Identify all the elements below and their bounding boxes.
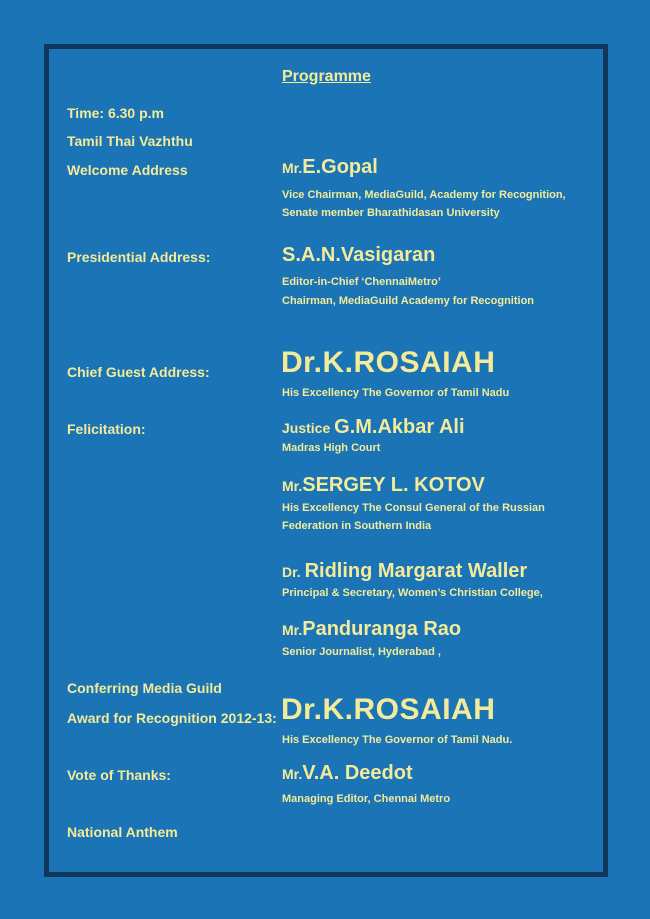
national-anthem-label: National Anthem xyxy=(67,824,178,840)
programme-heading: Programme xyxy=(282,68,371,85)
chief-guest-label: Chief Guest Address: xyxy=(67,364,210,380)
speaker-2-name: SERGEY L. KOTOV xyxy=(302,474,485,496)
conferring-detail: His Excellency The Governor of Tamil Nadu. xyxy=(282,734,513,746)
welcome-label: Welcome Address xyxy=(67,162,188,178)
speaker-2-detail-2: Federation in Southern India xyxy=(282,520,432,532)
welcome-prefix: Mr. xyxy=(282,160,303,176)
felicitation-speaker-2 xyxy=(282,474,485,497)
welcome-detail-1: Vice Chairman, MediaGuild, Academy for Recognition, xyxy=(282,189,566,201)
welcome-detail-2: Senate member Bharathidasan University xyxy=(282,207,500,219)
welcome-speaker xyxy=(282,156,378,179)
presidential-label: Presidential Address: xyxy=(67,249,211,265)
vote-of-thanks-name: V.A. Deedot xyxy=(302,762,413,784)
chief-guest-name: Dr.K.ROSAIAH xyxy=(281,346,496,379)
speaker-4-prefix: Mr. xyxy=(282,622,303,638)
time-label: Time: 6.30 p.m xyxy=(67,105,165,121)
vote-of-thanks-label: Vote of Thanks: xyxy=(67,767,171,783)
speaker-4-name: Panduranga Rao xyxy=(302,618,462,640)
vote-of-thanks-prefix: Mr. xyxy=(282,766,303,782)
presidential-detail-1: Editor-in-Chief ‘ChennaiMetro’ xyxy=(282,276,441,288)
invocation-label: Tamil Thai Vazhthu xyxy=(67,133,193,149)
speaker-1-name: G.M.Akbar Ali xyxy=(334,416,465,438)
presidential-detail-2: Chairman, MediaGuild Academy for Recognition xyxy=(282,295,535,307)
conferring-label-2: Award for Recognition 2012-13: xyxy=(67,710,277,726)
speaker-2-prefix: Mr. xyxy=(282,478,303,494)
welcome-name: E.Gopal xyxy=(302,156,378,178)
conferring-name: Dr.K.ROSAIAH xyxy=(281,693,496,726)
speaker-3-name: Ridling Margarat Waller xyxy=(304,560,528,582)
presidential-name: S.A.N.Vasigaran xyxy=(282,244,436,266)
speaker-4-detail: Senior Journalist, Hyderabad , xyxy=(282,646,441,658)
felicitation-label: Felicitation: xyxy=(67,421,146,437)
speaker-2-detail-1: His Excellency The Consul General of the Russian xyxy=(282,502,545,514)
felicitation-speaker-4 xyxy=(282,618,461,641)
conferring-label-1: Conferring Media Guild xyxy=(67,680,222,696)
felicitation-speaker-3 xyxy=(282,560,527,583)
speaker-3-prefix: Dr. xyxy=(282,564,305,580)
chief-guest-detail: His Excellency The Governor of Tamil Nadu xyxy=(282,387,510,399)
speaker-1-prefix: Justice xyxy=(282,420,335,436)
speaker-1-detail: Madras High Court xyxy=(282,442,381,454)
vote-of-thanks-detail: Managing Editor, Chennai Metro xyxy=(282,793,451,805)
felicitation-speaker-1 xyxy=(282,416,465,439)
vote-of-thanks-speaker xyxy=(282,762,413,785)
speaker-3-detail: Principal & Secretary, Women’s Christian College, xyxy=(282,587,543,599)
